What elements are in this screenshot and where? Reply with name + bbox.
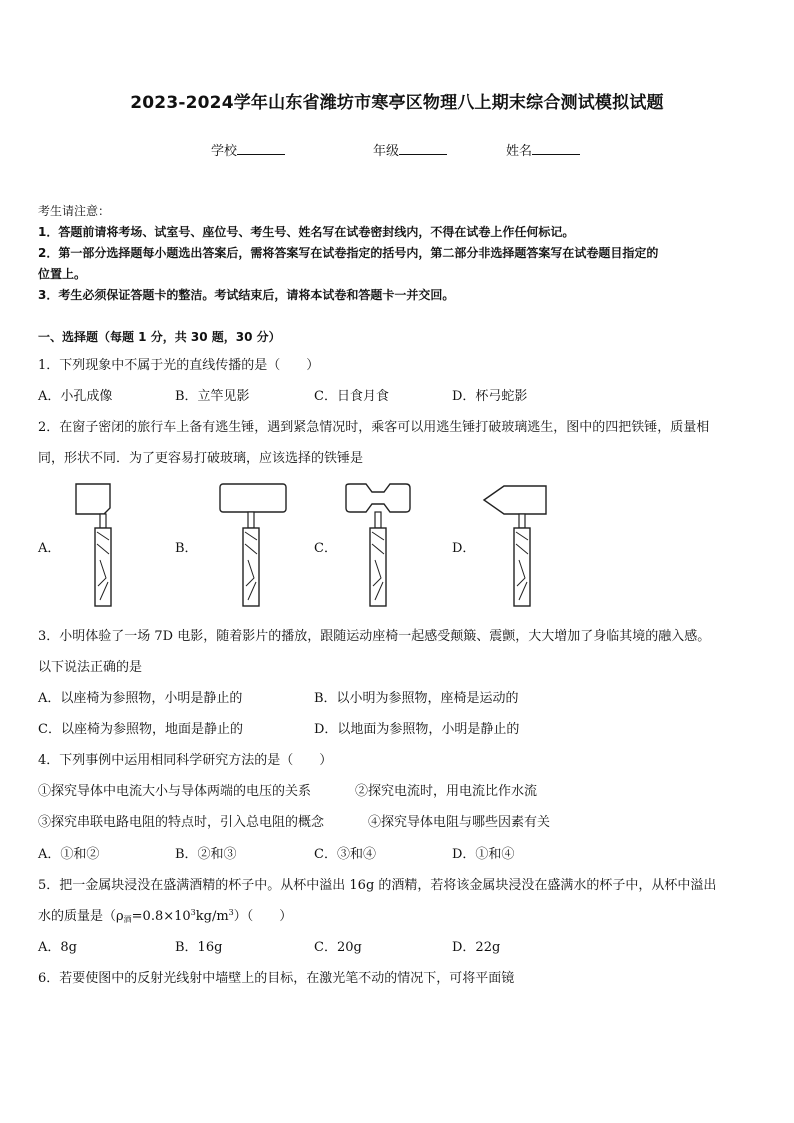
name-field[interactable] [506,140,580,159]
hammer-d-icon [480,482,560,612]
q1-option-c[interactable]: C．日食月食 [314,389,389,404]
grade-label: 年级 [373,144,400,159]
q5-stem-line1: 5．把一金属块浸没在盛满酒精的杯子中。从杯中溢出 16g 的酒精，若将该金属块浸没在盛满水的杯子中，从杯中溢出 [38,878,717,893]
grade-field[interactable] [373,140,447,159]
hammer-c-icon [342,482,422,612]
hammer-b-icon [214,482,294,612]
q4-option-d[interactable]: D．①和④ [452,847,515,862]
notice-1: 1．答题前请将考场、试室号、座位号、考生号、姓名写在试卷密封线内，不得在试卷上作任何标记。 [38,225,575,239]
q3-stem-line1: 3．小明体验了一场 7D 电影，随着影片的播放，跟随运动座椅一起感受颠簸、震颤，大大增加了身临其境的融入感。 [38,629,711,644]
q3-stem-line2: 以下说法正确的是 [38,660,143,675]
q4-item-4: ④探究导体电阻与哪些因素有关 [368,815,551,830]
q5-stem-line2: 水的质量是$(\rho_酒=0.8\times 10^3kg/m^3)$（ ） [38,908,293,924]
q2-stem-line2: 同，形状不同．为了更容易打破玻璃，应该选择的铁锤是 [38,451,364,466]
q2-option-a[interactable]: A． [38,541,61,556]
school-blank[interactable] [237,142,285,155]
q4-stem: 4．下列事例中运用相同科学研究方法的是（ ） [38,753,333,768]
q3-option-d[interactable]: D．以地面为参照物，小明是静止的 [314,722,520,737]
q3-option-b[interactable]: B．以小明为参照物，座椅是运动的 [314,691,519,706]
q4-item-3: ③探究串联电路电阻的特点时，引入总电阻的概念 [38,815,325,830]
q4-option-b[interactable]: B．②和③ [175,847,237,862]
q1-option-d[interactable]: D．杯弓蛇影 [452,389,528,404]
q2-option-c[interactable]: C． [314,541,337,556]
q1-stem: 1．下列现象中不属于光的直线传播的是（ ） [38,358,320,373]
q2-stem-line1: 2．在窗子密闭的旅行车上备有逃生锤，遇到紧急情况时，乘客可以用逃生锤打破玻璃逃生，图中的四把铁锤，质量相 [38,420,710,435]
grade-blank[interactable] [399,142,447,155]
school-field[interactable] [211,140,285,159]
q1-option-b[interactable]: B．立竿见影 [175,389,250,404]
q2-option-d[interactable]: D． [452,541,476,556]
q4-item-2: ②探究电流时，用电流比作水流 [355,784,538,799]
page-title: 2023-2024学年山东省潍坊市寒亭区物理八上期末综合测试模拟试题 [130,93,664,113]
q4-option-c[interactable]: C．③和④ [314,847,376,862]
q5-option-a[interactable]: A．8g [38,940,77,955]
q4-option-a[interactable]: A．①和② [38,847,100,862]
notice-2: 2．第一部分选择题每小题选出答案后，需将答案写在试卷指定的括号内，第二部分非选择题答案写在试卷题目指定的 [38,246,659,260]
q5-option-b[interactable]: B．16g [175,940,223,955]
notice-heading: 考生请注意： [38,204,111,218]
q6-stem: 6．若要使图中的反射光线射中墙壁上的目标，在激光笔不动的情况下，可将平面镜 [38,971,515,986]
section-heading: 一、选择题（每题 1 分，共 30 题，30 分） [38,330,281,344]
name-blank[interactable] [532,142,580,155]
q1-option-a[interactable]: A．小孔成像 [38,389,113,404]
q4-item-1: ①探究导体中电流大小与导体两端的电压的关系 [38,784,312,799]
hammer-a-icon [70,482,140,612]
q5-option-c[interactable]: C．20g [314,940,362,955]
name-label: 姓名 [506,144,533,159]
q2-option-b[interactable]: B． [175,541,198,556]
notice-3: 3．考生必须保证答题卡的整洁。考试结束后，请将本试卷和答题卡一并交回。 [38,288,455,302]
school-label: 学校 [211,144,238,159]
notice-2-cont: 位置上。 [38,267,87,281]
q3-option-a[interactable]: A．以座椅为参照物，小明是静止的 [38,691,243,706]
q3-option-c[interactable]: C．以座椅为参照物，地面是静止的 [38,722,243,737]
q5-option-d[interactable]: D．22g [452,940,501,955]
